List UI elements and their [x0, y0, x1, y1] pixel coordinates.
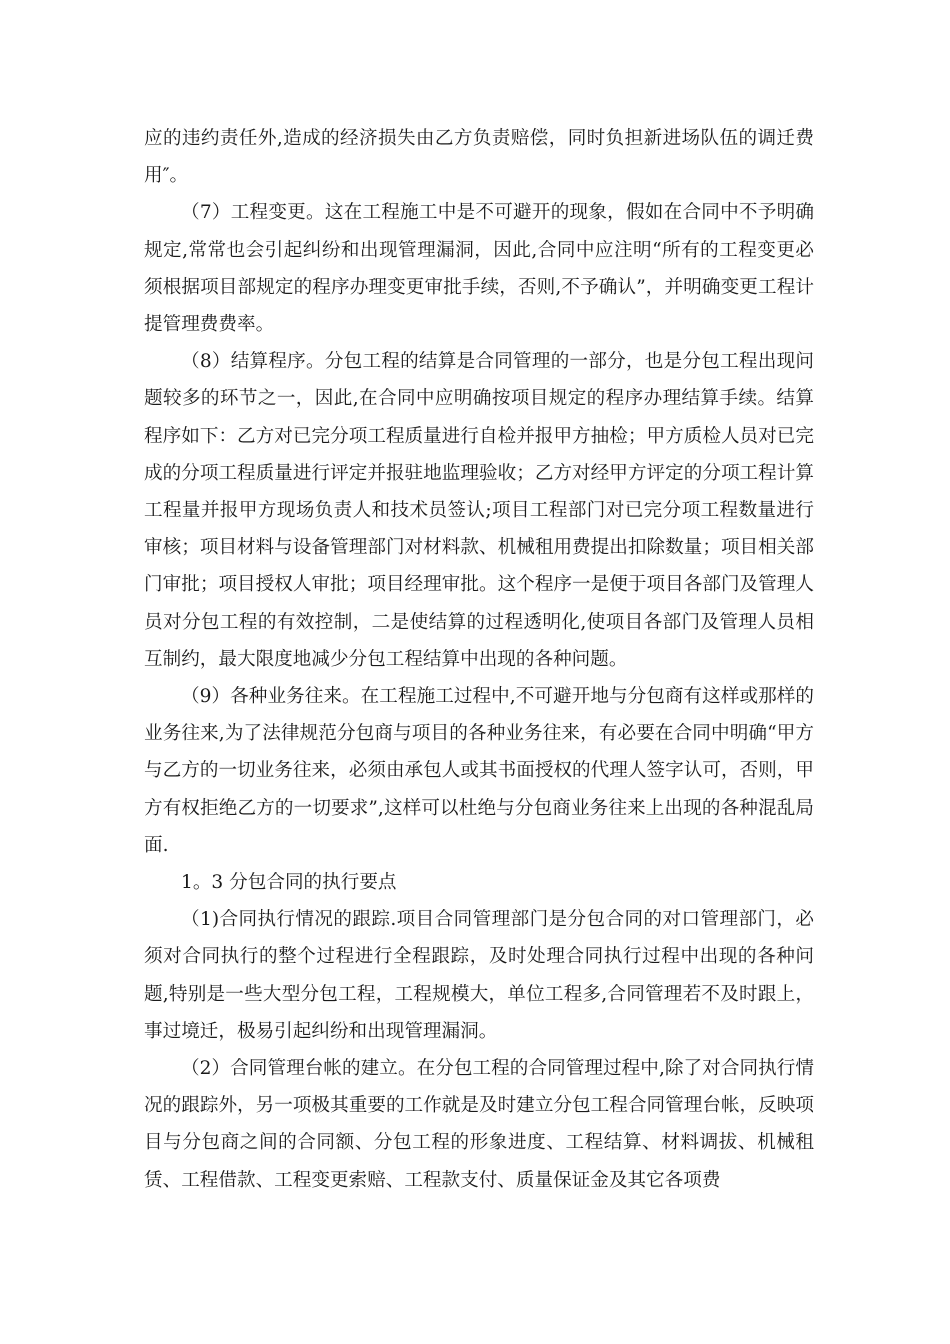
paragraph-item-7: （7）工程变更。这在工程施工中是不可避开的现象，假如在合同中不予明确规定,常常也会引起纠纷和出现管理漏洞，因此,合同中应注明“所有的工程变更必须根据项目部规定的程序办理变更审批手续，否则,不予确认”，并明确变更工程计提管理费费率。	[144, 202, 814, 336]
section-heading: 1。3 分包合同的执行要点	[181, 872, 397, 894]
paragraph-continuation: 应的违约责任外,造成的经济损失由乙方负责赔偿，同时负担新进场队伍的调迁费用″。	[144, 128, 814, 187]
paragraph-exec-1: （1)合同执行情况的跟踪.项目合同管理部门是分包合同的对口管理部门，必须对合同执行的整个过程进行全程跟踪，及时处理合同执行过程中出现的各种问题,特别是一些大型分包工程，工程规模大，单位工程多,合同管理若不及时跟上，事过境迁，极易引起纠纷和出现管理漏洞。	[144, 909, 814, 1042]
paragraph-exec-2: （2）合同管理台帐的建立。在分包工程的合同管理过程中,除了对合同执行情况的跟踪外，另一项极其重要的工作就是及时建立分包工程合同管理台帐，反映项目与分包商之间的合同额、分包工程的形象进度、工程结算、材料调拔、机械租赁、工程借款、工程变更索赔、工程款支付、质量保证金及其它各项费	[144, 1058, 814, 1191]
paragraph-item-9: （9）各种业务往来。在工程施工过程中,不可避开地与分包商有这样或那样的业务往来,为了法律规范分包商与项目的各种业务往来，有必要在合同中明确“甲方与乙方的一切业务往来，必须由承包人或其书面授权的代理人签字认可，否则，甲方有权拒绝乙方的一切要求”,这样可以杜绝与分包商业务往来上出现的各种混乱局面.	[144, 686, 814, 856]
paragraph-item-8: （8）结算程序。分包工程的结算是合同管理的一部分，也是分包工程出现问题较多的环节之一，因此,在合同中应明确按项目规定的程序办理结算手续。结算程序如下：乙方对已完分项工程质量进行自检并报甲方抽检；甲方质检人员对已完成的分项工程质量进行评定并报驻地监理验收；乙方对经甲方评定的分项工程计算工程量并报甲方现场负责人和技术员签认;项目工程部门对已完分项工程数量进行审核；项目材料与设备管理部门对材料款、机械租用费提出扣除数量；项目相关部门审批；项目授权人审批；项目经理审批。这个程序一是便于项目各部门及管理人员对分包工程的有效控制，二是使结算的过程透明化,使项目各部门及管理人员相互制约，最大限度地减少分包工程结算中出现的各种问题。	[144, 351, 814, 670]
document-body	[144, 120, 814, 1199]
